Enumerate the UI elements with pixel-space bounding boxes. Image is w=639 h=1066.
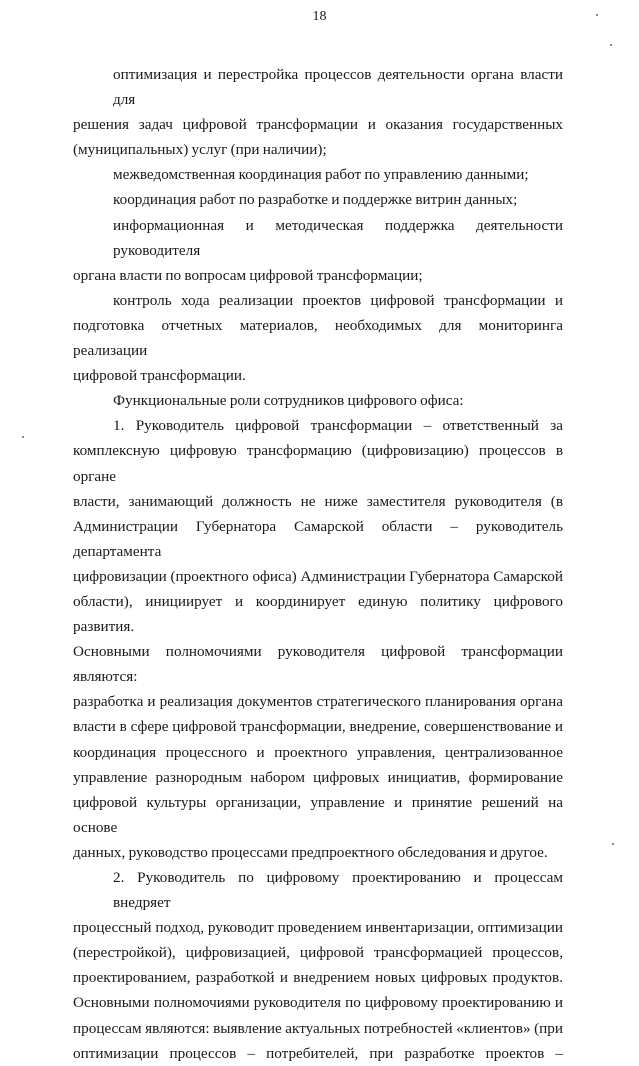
- scan-speck: [610, 44, 612, 46]
- text-line: оптимизации процессов – потребителей, при разработке проектов –: [73, 1044, 563, 1062]
- text-line: оптимизация и перестройка процессов деятельности органа власти для: [113, 66, 563, 109]
- text-line: Функциональные роли сотрудников цифрового офиса:: [113, 392, 464, 410]
- text-line: разработка и реализация документов стратегического планирования органа: [73, 693, 563, 711]
- text-line: информационная и методическая поддержка деятельности руководителя: [113, 216, 563, 259]
- text-line: власти, занимающий должность не ниже заместителя руководителя (в: [73, 492, 563, 510]
- text-line: координация работ по разработке и поддержке витрин данных;: [113, 191, 518, 209]
- text-line: Администрации Губернатора Самарской области – руководитель департамента: [73, 517, 563, 560]
- text-line: цифровой культуры организации, управление и принятие решений на основе: [73, 793, 563, 836]
- text-line: процессный подход, руководит проведением инвентаризации, оптимизации: [73, 919, 563, 937]
- text-line: цифровизации (проектного офиса) Администрации Губернатора Самарской: [73, 567, 563, 585]
- text-line: области), инициирует и координирует единую политику цифрового развития.: [73, 592, 563, 636]
- text-line: органа власти по вопросам цифровой трансформации;: [73, 266, 423, 284]
- text-line: 2. Руководитель по цифровому проектированию и процессам внедряет: [113, 869, 563, 912]
- text-line: Основными полномочиями руководителя по цифровому проектированию и: [73, 994, 563, 1012]
- scan-speck: [22, 436, 24, 438]
- text-line: данных, руководство процессами предпроектного обследования и другое.: [73, 843, 548, 861]
- text-line: процессам являются: выявление актуальных потребностей «клиентов» (при: [73, 1019, 563, 1037]
- page-number: 18: [312, 9, 327, 24]
- text-line: координация процессного и проектного управления, централизованное: [73, 743, 563, 761]
- text-line: контроль хода реализации проектов цифровой трансформации и: [113, 291, 563, 309]
- text-line: 1. Руководитель цифровой трансформации – ответственный за: [113, 417, 563, 435]
- text-line: межведомственная координация работ по управлению данными;: [113, 166, 529, 184]
- document-body: [73, 62, 563, 1066]
- text-line: власти в сфере цифровой трансформации, внедрение, совершенствование и: [73, 718, 563, 736]
- text-line: (перестройкой), цифровизацией, цифровой трансформацией процессов,: [73, 944, 563, 962]
- text-line: (муниципальных) услуг (при наличии);: [73, 141, 327, 159]
- scan-speck: [596, 14, 598, 16]
- text-line: проектированием, разработкой и внедрением новых цифровых продуктов.: [73, 969, 563, 987]
- text-line: управление разнородным набором цифровых инициатив, формирование: [73, 768, 563, 786]
- text-line: комплексную цифровую трансформацию (цифровизацию) процессов в органе: [73, 442, 563, 485]
- scan-speck: [612, 843, 614, 845]
- text-line: решения задач цифровой трансформации и оказания государственных: [73, 116, 563, 134]
- text-line: Основными полномочиями руководителя цифровой трансформации являются:: [73, 643, 563, 686]
- text-line: подготовка отчетных материалов, необходимых для мониторинга реализации: [73, 316, 563, 360]
- text-line: цифровой трансформации.: [73, 367, 246, 385]
